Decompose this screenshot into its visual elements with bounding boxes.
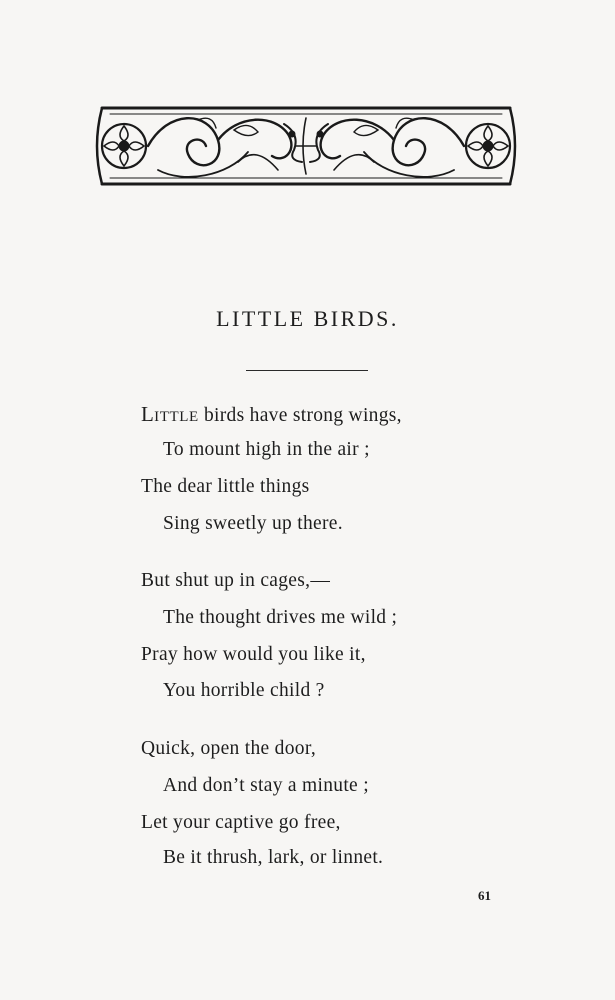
poem-line: Pray how would you like it, <box>141 644 366 665</box>
poem-line: The dear little things <box>141 476 310 497</box>
poem-line: You horrible child ? <box>163 680 325 701</box>
poem-line: And don’t stay a minute ; <box>163 775 369 796</box>
floral-scroll-headpiece-icon <box>88 100 524 192</box>
small-caps-word: ITTLE <box>154 409 199 425</box>
poem-line: The thought drives me wild ; <box>163 607 398 628</box>
poem-line: To mount high in the air ; <box>163 439 370 460</box>
drop-cap: L <box>141 402 155 426</box>
poem-line: Be it thrush, lark, or linnet. <box>163 847 384 868</box>
poem-line: Let your captive go free, <box>141 812 341 833</box>
poem-title: LITTLE BIRDS. <box>216 306 399 331</box>
poem-line: Quick, open the door, <box>141 738 317 759</box>
line-rest: birds have strong wings, <box>198 405 402 426</box>
poem-line <box>141 402 402 427</box>
title-rule <box>246 370 368 371</box>
poem-line: But shut up in cages,— <box>141 570 331 591</box>
page-number: 61 <box>478 888 491 903</box>
poem-line: Sing sweetly up there. <box>163 513 343 534</box>
